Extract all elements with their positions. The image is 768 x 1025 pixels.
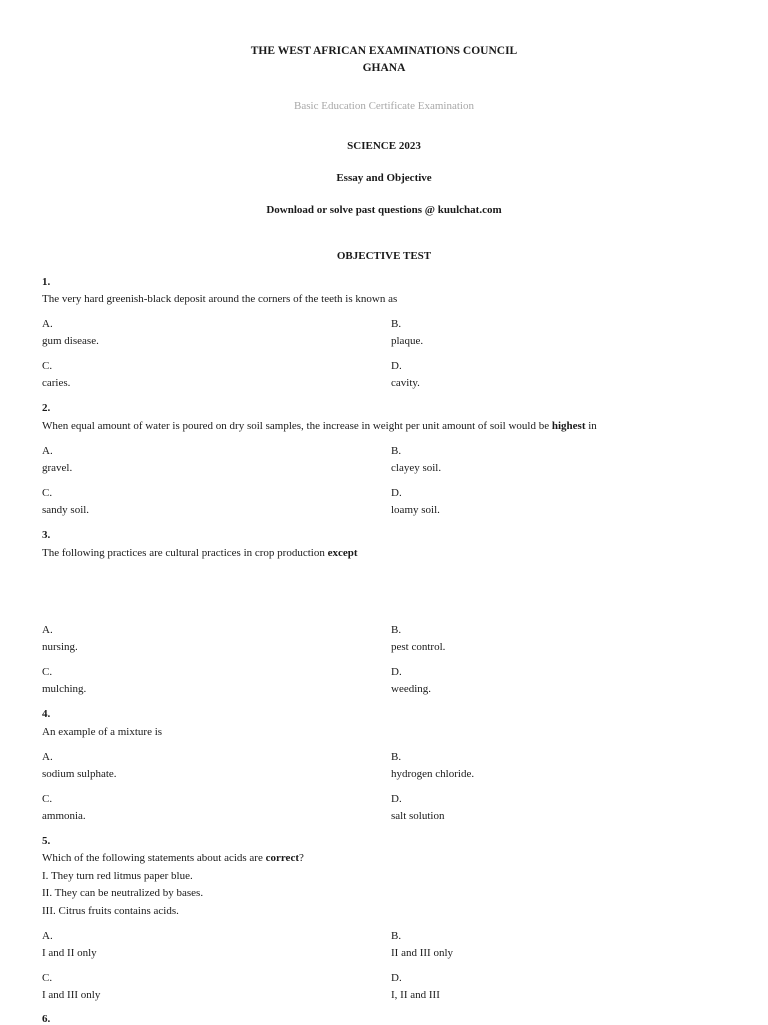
- option-letter: D.: [391, 972, 402, 984]
- option-letter: B.: [391, 445, 402, 457]
- option-a[interactable]: [42, 622, 78, 656]
- option-answer: I and II only: [42, 947, 97, 959]
- option-answer: hydrogen chloride.: [391, 768, 475, 780]
- subject-title: SCIENCE 2023: [347, 140, 421, 152]
- option-a[interactable]: [42, 749, 117, 783]
- option-d[interactable]: [391, 358, 420, 392]
- option-answer: clayey soil.: [391, 462, 442, 474]
- option-c[interactable]: [42, 358, 70, 392]
- option-answer: plaque.: [391, 335, 424, 347]
- option-a[interactable]: [42, 443, 72, 477]
- option-letter: A.: [42, 751, 53, 763]
- question-number: 1.: [42, 276, 51, 288]
- country-name: GHANA: [362, 62, 406, 74]
- option-d[interactable]: [391, 664, 431, 698]
- question-number: 3.: [42, 529, 51, 541]
- option-letter: A.: [42, 445, 53, 457]
- option-c[interactable]: [42, 485, 89, 519]
- option-d[interactable]: [391, 485, 440, 519]
- option-answer: caries.: [42, 377, 71, 389]
- option-letter: D.: [391, 666, 402, 678]
- section-title: OBJECTIVE TEST: [336, 250, 432, 262]
- question-text: The following practices are cultural practices in crop production except: [42, 547, 358, 559]
- option-answer: II and III only: [391, 947, 454, 959]
- option-answer: sandy soil.: [42, 504, 90, 516]
- option-c[interactable]: [42, 970, 100, 1004]
- exam-header: [0, 43, 768, 77]
- option-d[interactable]: [391, 970, 440, 1004]
- option-answer: I and III only: [42, 989, 101, 1001]
- option-b[interactable]: [391, 749, 474, 783]
- question-number: 2.: [42, 402, 51, 414]
- question-text: When equal amount of water is poured on dry soil samples, the increase in weight per unit amount of soil would be highest in: [42, 420, 597, 432]
- option-answer: cavity.: [391, 377, 420, 389]
- question-text: The very hard greenish-black deposit around the corners of the teeth is known as: [42, 293, 398, 305]
- paper-type: Essay and Objective: [336, 172, 432, 184]
- question-number: 6.: [42, 1013, 51, 1025]
- option-b[interactable]: [391, 928, 453, 962]
- option-letter: D.: [391, 487, 402, 499]
- option-a[interactable]: [42, 928, 97, 962]
- option-letter: A.: [42, 624, 53, 636]
- option-a[interactable]: [42, 316, 99, 350]
- option-answer: mulching.: [42, 683, 87, 695]
- option-answer: gum disease.: [42, 335, 99, 347]
- option-letter: B.: [391, 318, 402, 330]
- option-answer: ammonia.: [42, 810, 86, 822]
- option-answer: salt solution: [391, 810, 445, 822]
- option-d[interactable]: [391, 791, 444, 825]
- option-letter: C.: [42, 360, 53, 372]
- option-answer: I, II and III: [391, 989, 440, 1001]
- question-text: Which of the following statements about acids are correct? I. They turn red litmus paper blue. II. They can be neutralized by bases. III. Citrus fruits contains acids.: [42, 850, 304, 920]
- option-answer: gravel.: [42, 462, 73, 474]
- option-letter: C.: [42, 487, 53, 499]
- download-note: Download or solve past questions @ kuulchat.com: [266, 204, 502, 216]
- council-name: THE WEST AFRICAN EXAMINATIONS COUNCIL: [250, 45, 518, 57]
- exam-name: Basic Education Certificate Examination: [294, 100, 474, 112]
- question-text: An example of a mixture is: [42, 726, 163, 738]
- statement: II. They can be neutralized by bases.: [42, 887, 204, 899]
- option-letter: D.: [391, 360, 402, 372]
- option-b[interactable]: [391, 443, 441, 477]
- option-b[interactable]: [391, 316, 423, 350]
- question-number: 5.: [42, 835, 51, 847]
- option-answer: loamy soil.: [391, 504, 440, 516]
- option-answer: nursing.: [42, 641, 78, 653]
- option-letter: A.: [42, 930, 53, 942]
- option-c[interactable]: [42, 791, 86, 825]
- option-c[interactable]: [42, 664, 86, 698]
- option-b[interactable]: [391, 622, 445, 656]
- option-letter: D.: [391, 793, 402, 805]
- option-answer: sodium sulphate.: [42, 768, 117, 780]
- statement: I. They turn red litmus paper blue.: [42, 869, 193, 882]
- option-letter: B.: [391, 751, 402, 763]
- option-letter: B.: [391, 930, 402, 942]
- question-number: 4.: [42, 708, 51, 720]
- option-letter: C.: [42, 666, 53, 678]
- option-answer: pest control.: [391, 641, 446, 653]
- option-letter: B.: [391, 624, 402, 636]
- option-letter: C.: [42, 972, 53, 984]
- statement: III. Citrus fruits contains acids.: [42, 904, 179, 917]
- option-answer: weeding.: [391, 683, 432, 695]
- option-letter: A.: [42, 318, 53, 330]
- option-letter: C.: [42, 793, 53, 805]
